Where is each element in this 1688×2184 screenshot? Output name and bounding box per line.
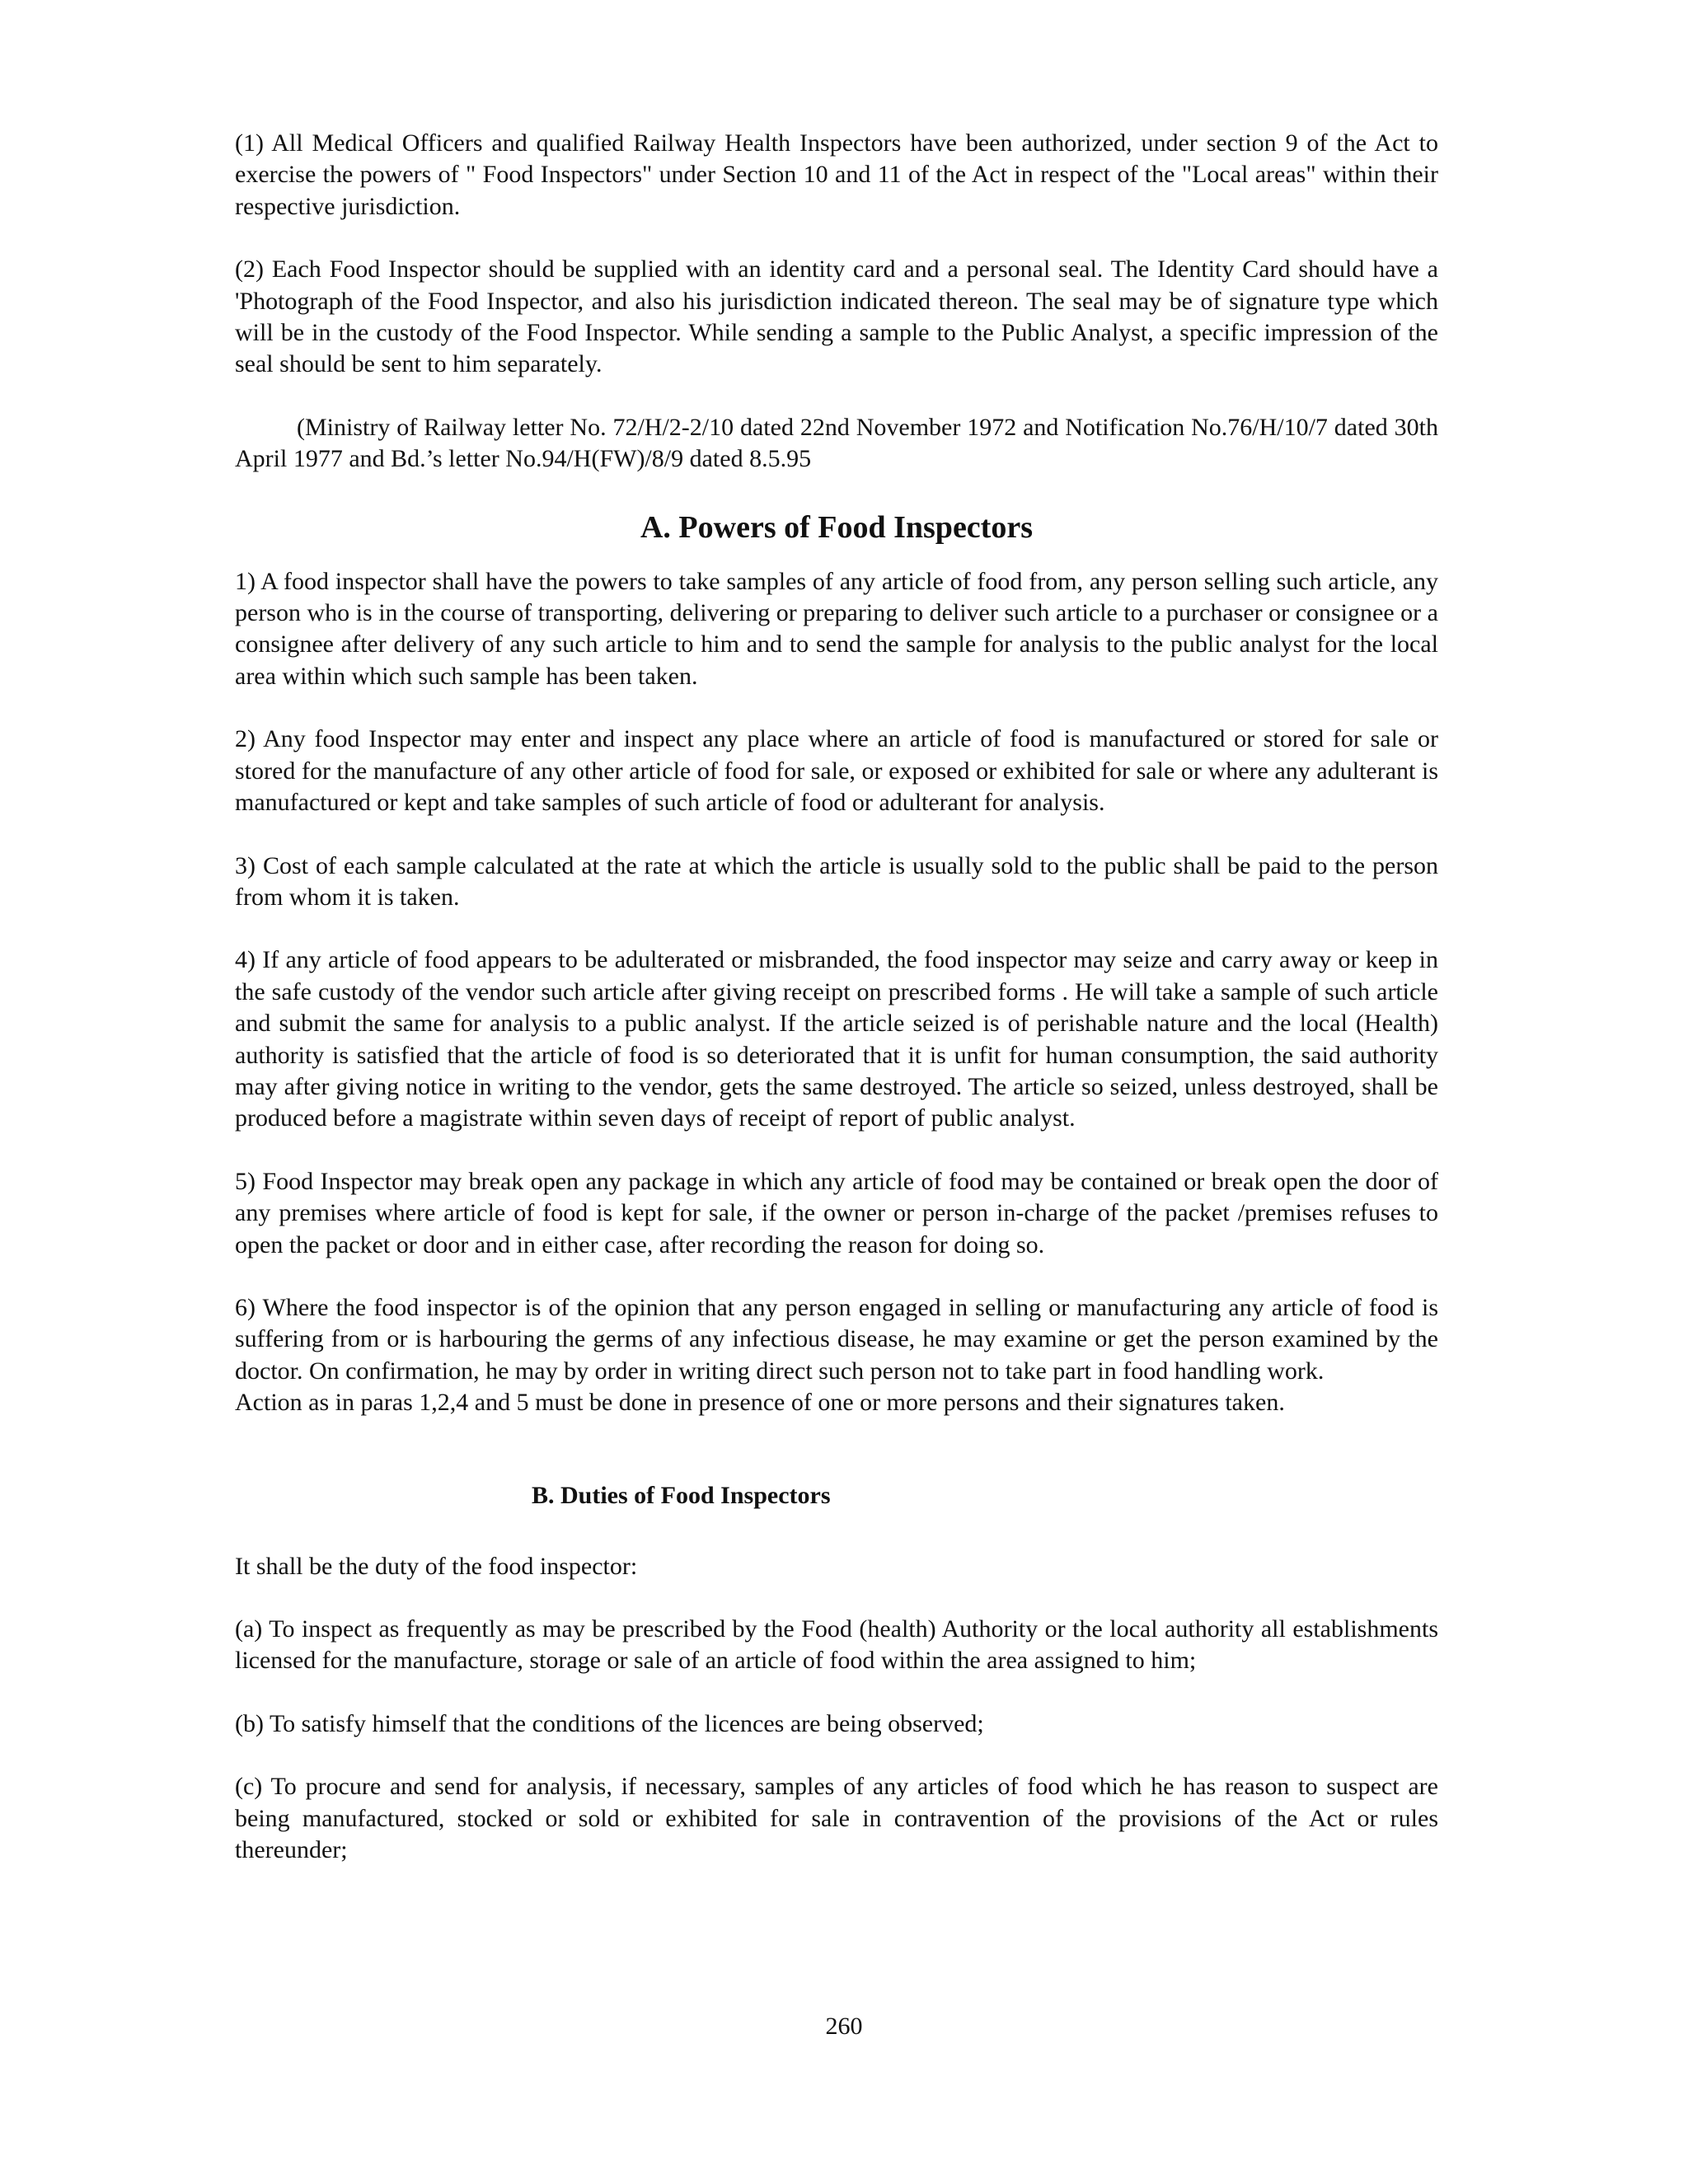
section-a-paragraph-2: 2) Any food Inspector may enter and inspect any place where an article of food is manufactured or stored for sale or stored for the manufacture of any other article of food for sale, or exposed or exhibited for sale or where any adulterant is manufactured or kept and take samples of such article of food or adulterant for analysis. [235,725,1438,817]
intro-paragraph-2: (2) Each Food Inspector should be supplied with an identity card and a personal seal. The Identity Card should have a 'Photograph of the Food Inspector, and also his jurisdiction indicated thereon. The seal may be of signature type which will be in the custody of the Food Inspector. While sending a sample to the Public Analyst, a specific impression of the seal should be sent to him separately. [235,255,1438,378]
section-b-item-c: (c) To procure and send for analysis, if necessary, samples of any articles of food which he has reason to suspect are being manufactured, stocked or sold or exhibited for sale in contravention of the provisions of the Act or rules thereunder; [235,1773,1438,1864]
section-a-paragraph-4: 4) If any article of food appears to be adulterated or misbranded, the food inspector may seize and carry away or keep in the safe custody of the vendor such article after giving receipt on prescribed forms . He will take a sample of such article and submit the same for analysis to a public analyst. If the article seized is of perishable nature and the local (Health) authority is satisfied that the article of food is so deteriorated that it is unfit for human consumption, the said authority may after giving notice in writing to the vendor, gets the same destroyed. The article so seized, unless destroyed, shall be produced before a magistrate within seven days of receipt of report of public analyst. [235,946,1438,1132]
section-b-heading: B. Duties of Food Inspectors [532,1481,831,1509]
document-page [235,128,1438,1866]
section-a-paragraph-3: 3) Cost of each sample calculated at the rate at which the article is usually sold to the public shall be paid to the person from whom it is taken. [235,851,1438,911]
section-a-heading: A. Powers of Food Inspectors [640,509,1033,545]
section-b-lead: It shall be the duty of the food inspector: [235,1552,638,1580]
section-b-item-b: (b) To satisfy himself that the conditions of the licences are being observed; [235,1709,984,1737]
section-a-paragraph-1: 1) A food inspector shall have the powers to take samples of any article of food from, any person selling such article, any person who is in the course of transporting, delivering or preparing to deliver such article to a purchaser or consignee or a consignee after delivery of any such article to him and to send the sample for analysis to the public analyst for the local area within which such sample has been taken. [235,567,1438,690]
intro-paragraph-1: (1) All Medical Officers and qualified Railway Health Inspectors have been authorized, under section 9 of the Act to exercise the powers of " Food Inspectors" under Section 10 and 11 of the Act in respect of the "Local areas" within their respective jurisdiction. [235,129,1438,220]
section-a-paragraph-6: 6) Where the food inspector is of the opinion that any person engaged in selling or manufacturing any article of food is suffering from or is harbouring the germs of any infectious disease, he may examine or get the person examined by the doctor. On confirmation, he may by order in writing direct such person not to take part in food handling work. [235,1293,1438,1385]
section-a-paragraph-5: 5) Food Inspector may break open any package in which any article of food may be contained or break open the door of any premises where article of food is kept for sale, if the owner or person in-charge of the packet /premises refuses to open the packet or door and in either case, after recording the reason for doing so. [235,1167,1438,1258]
section-b-item-a: (a) To inspect as frequently as may be prescribed by the Food (health) Authority or the local authority all establishments licensed for the manufacture, storage or sale of an article of food within the area assigned to him; [235,1615,1438,1675]
page-number: 260 [825,2013,863,2040]
reference-note: (Ministry of Railway letter No. 72/H/2-2/10 dated 22nd November 1972 and Notification No.76/H/10/7 dated 30th April 1977 and Bd.’s letter No.94/H(FW)/8/9 dated 8.5.95 [235,413,1438,473]
section-a-note: Action as in paras 1,2,4 and 5 must be done in presence of one or more persons and their signatures taken. [235,1389,1285,1417]
